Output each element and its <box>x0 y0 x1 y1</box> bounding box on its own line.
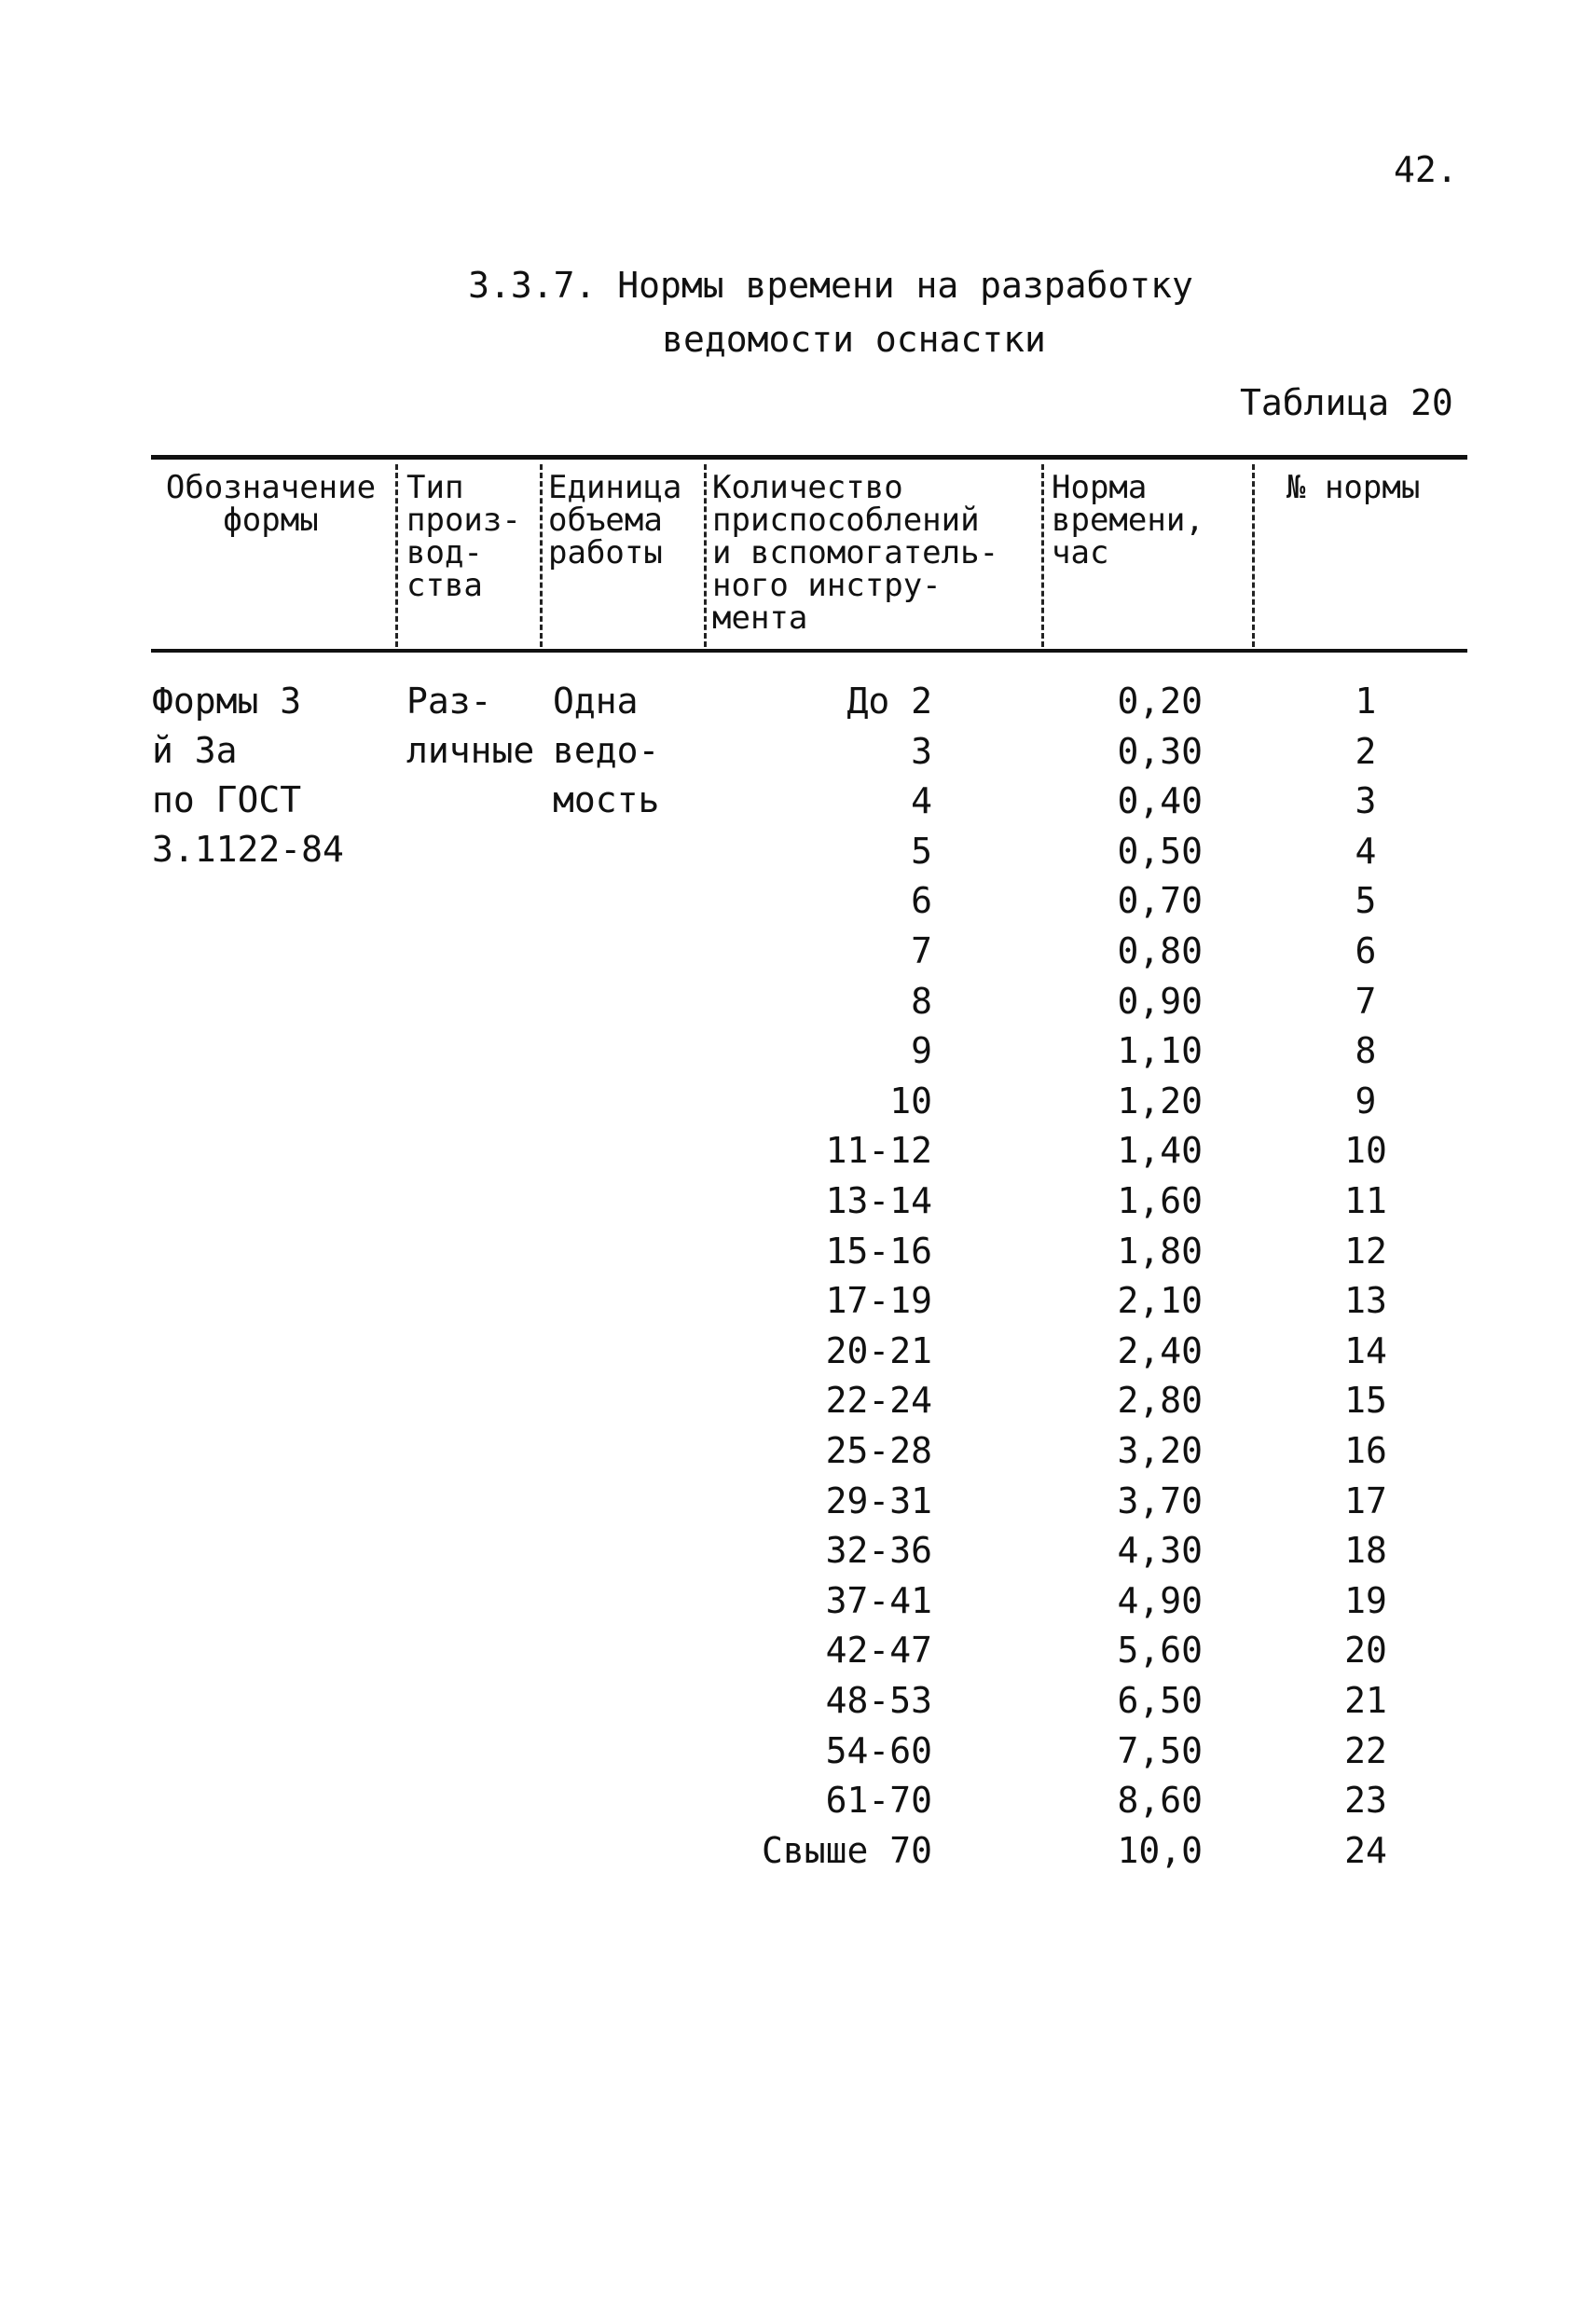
table-row <box>0 1327 1596 1376</box>
time-cell: 6,50 <box>1117 1680 1203 1721</box>
quantity-cell: 8 <box>911 980 932 1022</box>
norm-number-cell: 23 <box>1344 1780 1387 1822</box>
quantity-cell: 42-47 <box>825 1630 932 1672</box>
table-row <box>0 927 1596 976</box>
quantity-cell: 61-70 <box>825 1780 932 1822</box>
form-designation: Формы 3 й 3а по ГОСТ 3.1122-84 <box>152 681 344 870</box>
table-row <box>0 1576 1596 1626</box>
table-row <box>0 1426 1596 1476</box>
table-row <box>0 1376 1596 1425</box>
table-row <box>0 727 1596 777</box>
norm-number-cell: 15 <box>1344 1380 1387 1422</box>
quantity-cell: 3 <box>911 730 932 772</box>
header-work-unit: Единица объема работы <box>548 469 682 571</box>
time-cell: 8,60 <box>1117 1780 1203 1822</box>
norm-number-cell: 4 <box>1355 830 1377 872</box>
time-cell: 0,70 <box>1117 880 1203 922</box>
quantity-cell: 11-12 <box>825 1130 932 1172</box>
table-row <box>0 1776 1596 1825</box>
norm-number-cell: 12 <box>1344 1230 1387 1272</box>
time-cell: 1,40 <box>1117 1130 1203 1172</box>
table-row <box>0 777 1596 826</box>
table-row <box>0 1526 1596 1576</box>
quantity-cell: 22-24 <box>825 1380 932 1422</box>
table-row <box>0 677 1596 726</box>
time-cell: 4,90 <box>1117 1579 1203 1621</box>
quantity-cell: 48-53 <box>825 1680 932 1721</box>
time-cell: 0,50 <box>1117 830 1203 872</box>
norm-number-cell: 2 <box>1355 730 1377 772</box>
norm-number-cell: 11 <box>1344 1180 1387 1221</box>
norm-number-cell: 10 <box>1344 1130 1387 1172</box>
table-row <box>0 1626 1596 1675</box>
table-row <box>0 1126 1596 1176</box>
norm-number-cell: 24 <box>1344 1829 1387 1871</box>
quantity-cell: 7 <box>911 930 932 971</box>
time-cell: 2,10 <box>1117 1280 1203 1322</box>
time-cell: 0,30 <box>1117 730 1203 772</box>
table-row <box>0 1077 1596 1126</box>
quantity-cell: 13-14 <box>825 1180 932 1221</box>
norm-number-cell: 20 <box>1344 1630 1387 1672</box>
time-cell: 0,40 <box>1117 780 1203 822</box>
norm-number-cell: 8 <box>1355 1030 1377 1072</box>
table-row <box>0 1477 1596 1526</box>
table-row <box>0 827 1596 876</box>
quantity-cell: 4 <box>911 780 932 822</box>
norm-number-cell: 13 <box>1344 1280 1387 1322</box>
table-row <box>0 977 1596 1026</box>
time-cell: 3,20 <box>1117 1430 1203 1471</box>
section-subtitle: ведомости оснастки <box>662 319 1046 360</box>
time-cell: 2,40 <box>1117 1329 1203 1371</box>
norm-number-cell: 1 <box>1355 681 1377 722</box>
table-row <box>0 1276 1596 1326</box>
norm-number-cell: 5 <box>1355 880 1377 922</box>
header-separator <box>540 464 543 647</box>
quantity-cell: 20-21 <box>825 1329 932 1371</box>
quantity-cell: Свыше 70 <box>761 1829 932 1871</box>
norm-number-cell: 6 <box>1355 930 1377 971</box>
table-caption: Таблица 20 <box>1240 382 1453 423</box>
table-header-rule <box>151 649 1467 653</box>
time-cell: 0,80 <box>1117 930 1203 971</box>
time-cell: 4,30 <box>1117 1530 1203 1572</box>
time-cell: 1,60 <box>1117 1180 1203 1221</box>
time-cell: 1,10 <box>1117 1030 1203 1072</box>
quantity-cell: 37-41 <box>825 1579 932 1621</box>
work-unit: Одна ведо- мость <box>553 681 660 820</box>
quantity-cell: 10 <box>889 1080 932 1122</box>
norm-number-cell: 14 <box>1344 1329 1387 1371</box>
header-separator <box>1041 464 1044 647</box>
quantity-cell: 32-36 <box>825 1530 932 1572</box>
time-cell: 0,90 <box>1117 980 1203 1022</box>
norm-number-cell: 3 <box>1355 780 1377 822</box>
quantity-cell: 29-31 <box>825 1479 932 1521</box>
table-row <box>0 1177 1596 1226</box>
time-cell: 0,20 <box>1117 681 1203 722</box>
time-cell: 7,50 <box>1117 1729 1203 1771</box>
quantity-cell: 54-60 <box>825 1729 932 1771</box>
quantity-cell: 5 <box>911 830 932 872</box>
time-cell: 10,0 <box>1117 1829 1203 1871</box>
header-separator <box>395 464 398 647</box>
quantity-cell: 25-28 <box>825 1430 932 1471</box>
quantity-cell: 9 <box>911 1030 932 1072</box>
table-row <box>0 1676 1596 1726</box>
time-cell: 3,70 <box>1117 1479 1203 1521</box>
production-type: Раз- личные <box>406 681 535 771</box>
header-form: Обозначение формы <box>165 469 377 539</box>
table-row <box>0 1826 1596 1876</box>
header-separator <box>1252 464 1255 647</box>
section-title: 3.3.7. Нормы времени на разработку <box>468 265 1193 306</box>
norm-number-cell: 17 <box>1344 1479 1387 1521</box>
time-cell: 2,80 <box>1117 1380 1203 1422</box>
table-row <box>0 1227 1596 1276</box>
time-cell: 5,60 <box>1117 1630 1203 1672</box>
time-cell: 1,80 <box>1117 1230 1203 1272</box>
table-row <box>0 1026 1596 1076</box>
quantity-cell: 15-16 <box>825 1230 932 1272</box>
header-time-norm: Норма времени, час <box>1052 469 1204 571</box>
norm-number-cell: 22 <box>1344 1729 1387 1771</box>
quantity-cell: 6 <box>911 880 932 922</box>
quantity-cell: 17-19 <box>825 1280 932 1322</box>
quantity-cell: До 2 <box>846 681 932 722</box>
norm-number-cell: 18 <box>1344 1530 1387 1572</box>
time-cell: 1,20 <box>1117 1080 1203 1122</box>
header-norm-number: № нормы <box>1286 469 1421 506</box>
norm-number-cell: 21 <box>1344 1680 1387 1721</box>
norm-number-cell: 16 <box>1344 1430 1387 1471</box>
table-top-rule <box>151 455 1467 460</box>
page-number: 42. <box>1394 149 1458 190</box>
norm-number-cell: 9 <box>1355 1080 1377 1122</box>
header-quantity: Количество приспособлений и вспомогатель- ного инстру- мента <box>712 469 999 637</box>
norm-number-cell: 19 <box>1344 1579 1387 1621</box>
header-separator <box>704 464 707 647</box>
norm-number-cell: 7 <box>1355 980 1377 1022</box>
header-production-type: Тип произ- вод- ства <box>406 469 521 604</box>
table-row <box>0 876 1596 926</box>
table-row <box>0 1727 1596 1776</box>
